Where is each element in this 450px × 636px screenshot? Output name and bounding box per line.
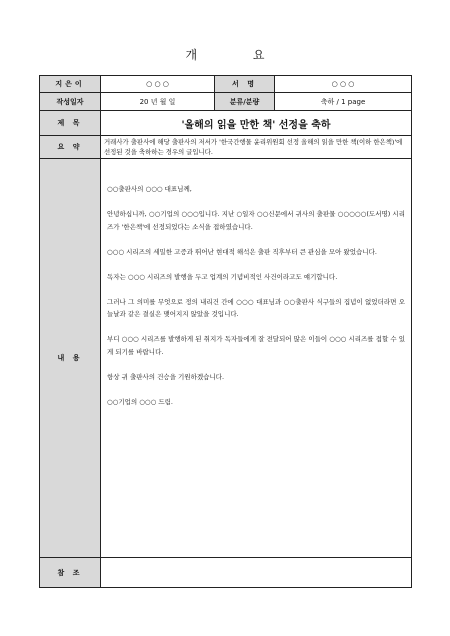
author-value: ○ ○ ○ <box>101 76 215 93</box>
category-value: 축하 / 1 page <box>275 93 412 111</box>
subject-value: '올해의 읽을 만한 책' 선정을 축하 <box>101 111 412 136</box>
content-body <box>101 159 412 558</box>
summary-table <box>39 75 412 588</box>
summary-label: 요 약 <box>40 136 101 159</box>
author-label: 지은이 <box>40 76 101 93</box>
date-value: 20 년 월 일 <box>101 93 215 111</box>
date-label: 작성일자 <box>40 93 101 111</box>
category-label: 분류/분량 <box>215 93 275 111</box>
recipient-value: ○ ○ ○ <box>275 76 412 93</box>
recipient-label: 서 명 <box>215 76 275 93</box>
body-paragraph: ○○출판사의 ○○○ 대표님께, <box>107 185 192 193</box>
body-paragraph: ○○기업의 ○○○ 드림. <box>107 397 173 406</box>
body-paragraph: 항상 귀 출판사의 건승을 기원하겠습니다. <box>107 372 225 381</box>
body-paragraph: 부디 ○○○ 시리즈를 발행하게 된 취지가 독자들에게 잘 전달되어 많은 이들이 ○○○ 시리즈를 접할 수 있게 되기를 바랍니다. <box>107 335 405 356</box>
subject-label: 제 목 <box>40 111 101 136</box>
body-paragraph: 독자는 ○○○ 시리즈의 발행을 두고 업계의 기념비적인 사건이라고도 얘기합니다. <box>107 272 338 281</box>
reference-value <box>101 558 412 588</box>
body-paragraph: 그러나 그 의미를 무엇으로 정의 내리건 간에 ○○○ 대표님과 ○○출판사 식구들의 집념이 없었더라면 오늘날과 같은 결실은 맺어지지 않았을 것입니다. <box>107 297 405 319</box>
document-title: 개 요 <box>185 48 291 62</box>
summary-value: 거래사가 출판사에 해당 출판사의 저서가 '한국간행물 윤리위원회 선정 올해의 읽을 만한 책(이하 한은책)'에 선정된 것을 축하하는 경우의 글입니다. <box>101 136 412 159</box>
body-paragraph: 안녕하십니까, ○○기업의 ○○○입니다. 지난 ○일자 ○○신문에서 귀사의 출판물 ○○○○○(도서명) 시리즈가 '한은책'에 선정되었다는 소식을 접하였습니다. <box>107 209 405 231</box>
reference-label: 참 조 <box>40 558 101 588</box>
body-paragraph: ○○○ 시리즈의 세밀한 고증과 뛰어난 현대적 해석은 출판 직후부터 큰 관심을 모아 왔었습니다. <box>107 247 377 256</box>
content-label: 내 용 <box>40 159 101 558</box>
